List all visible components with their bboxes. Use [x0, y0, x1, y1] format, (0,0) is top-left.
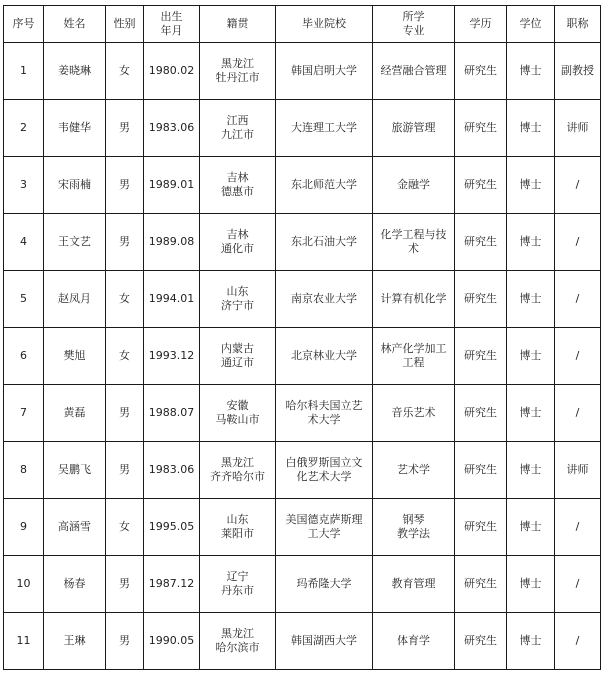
cell-school [276, 613, 373, 670]
cell-school [276, 271, 373, 328]
cell-title: 讲师 [555, 442, 601, 499]
cell-origin [200, 100, 276, 157]
cell-origin-line: 牡丹江市 [215, 71, 260, 84]
cell-name: 高涵雪 [44, 499, 106, 556]
table-row [4, 328, 601, 385]
cell-school-line: 白俄罗斯国立文 [285, 456, 363, 469]
cell-gender: 男 [106, 556, 144, 613]
cell-major-line: 教育管理 [391, 577, 436, 590]
cell-degree: 博士 [507, 556, 555, 613]
cell-school-line: 南京农业大学 [291, 292, 357, 305]
cell-degree: 博士 [507, 214, 555, 271]
cell-no: 8 [4, 442, 44, 499]
cell-origin-line: 哈尔滨市 [215, 641, 260, 654]
cell-education: 研究生 [455, 442, 507, 499]
table-row [4, 556, 601, 613]
cell-no: 9 [4, 499, 44, 556]
cell-major [373, 214, 455, 271]
cell-birth: 1980.02 [144, 43, 200, 100]
cell-title: / [555, 157, 601, 214]
table-row [4, 385, 601, 442]
cell-no: 5 [4, 271, 44, 328]
cell-title: / [555, 271, 601, 328]
header-text: 序号 [12, 17, 35, 30]
header-text: 年月 [160, 24, 183, 37]
cell-birth: 1983.06 [144, 442, 200, 499]
cell-no: 11 [4, 613, 44, 670]
table-row [4, 613, 601, 670]
cell-degree: 博士 [507, 442, 555, 499]
cell-major-line: 金融学 [397, 178, 430, 191]
cell-major [373, 271, 455, 328]
cell-major-line: 音乐艺术 [391, 406, 436, 419]
cell-gender: 女 [106, 43, 144, 100]
cell-origin-line: 九江市 [221, 128, 254, 141]
cell-gender: 男 [106, 157, 144, 214]
cell-major-line: 体育学 [397, 634, 430, 647]
table-row [4, 271, 601, 328]
cell-origin [200, 499, 276, 556]
cell-education: 研究生 [455, 214, 507, 271]
cell-origin [200, 556, 276, 613]
cell-education: 研究生 [455, 328, 507, 385]
cell-origin-line: 黑龙江 [221, 627, 254, 640]
cell-origin [200, 157, 276, 214]
cell-origin-line: 齐齐哈尔市 [210, 470, 265, 483]
header-text: 职称 [566, 17, 589, 30]
cell-gender: 男 [106, 214, 144, 271]
header-text: 姓名 [63, 17, 86, 30]
cell-school-line: 术大学 [307, 413, 341, 426]
cell-origin [200, 214, 276, 271]
cell-origin [200, 43, 276, 100]
table-header [4, 6, 601, 43]
cell-origin-line: 山东 [226, 513, 249, 526]
cell-major-line: 工程 [402, 356, 425, 369]
header-education [455, 6, 507, 43]
cell-major-line: 教学法 [397, 527, 430, 540]
cell-origin [200, 613, 276, 670]
cell-title: / [555, 385, 601, 442]
cell-school-line: 工大学 [307, 527, 341, 540]
cell-degree: 博士 [507, 271, 555, 328]
cell-education: 研究生 [455, 43, 507, 100]
cell-school-line: 大连理工大学 [291, 121, 357, 134]
cell-major-line: 艺术学 [397, 463, 430, 476]
cell-no: 3 [4, 157, 44, 214]
cell-school [276, 328, 373, 385]
header-name [44, 6, 106, 43]
header-text: 所学 [402, 10, 425, 23]
cell-name: 杨春 [44, 556, 106, 613]
cell-major [373, 100, 455, 157]
cell-name: 吴鹏飞 [44, 442, 106, 499]
cell-major [373, 499, 455, 556]
cell-gender: 男 [106, 613, 144, 670]
cell-major-line: 化学工程与技 [380, 228, 447, 241]
cell-major-line: 术 [408, 242, 419, 255]
cell-origin [200, 271, 276, 328]
cell-major [373, 442, 455, 499]
cell-school [276, 499, 373, 556]
cell-school [276, 43, 373, 100]
table-row [4, 43, 601, 100]
cell-gender: 女 [106, 499, 144, 556]
header-text: 毕业院校 [302, 17, 346, 30]
cell-title: / [555, 214, 601, 271]
cell-no: 2 [4, 100, 44, 157]
cell-name: 樊旭 [44, 328, 106, 385]
cell-origin-line: 安徽 [226, 399, 249, 412]
cell-no: 4 [4, 214, 44, 271]
cell-major-line: 旅游管理 [391, 121, 436, 134]
header-text: 出生 [160, 10, 183, 23]
cell-origin-line: 通辽市 [221, 356, 254, 369]
cell-birth: 1994.01 [144, 271, 200, 328]
header-school [276, 6, 373, 43]
staff-table-container [3, 5, 600, 670]
cell-origin-line: 黑龙江 [221, 456, 254, 469]
cell-birth: 1995.05 [144, 499, 200, 556]
header-birth [144, 6, 200, 43]
cell-major-line: 林产化学加工 [380, 342, 447, 355]
cell-degree: 博士 [507, 499, 555, 556]
cell-school-line: 哈尔科夫国立艺 [285, 399, 363, 412]
cell-origin-line: 马鞍山市 [215, 413, 260, 426]
cell-gender: 男 [106, 100, 144, 157]
staff-table [3, 5, 601, 670]
cell-school-line: 韩国湖西大学 [291, 634, 357, 647]
cell-major-line: 经营融合管理 [380, 64, 447, 77]
table-row [4, 100, 601, 157]
cell-origin [200, 385, 276, 442]
cell-birth: 1988.07 [144, 385, 200, 442]
cell-origin-line: 江西 [226, 114, 249, 127]
header-text: 籍贯 [226, 17, 249, 30]
cell-education: 研究生 [455, 100, 507, 157]
cell-birth: 1989.08 [144, 214, 200, 271]
cell-origin-line: 内蒙古 [221, 342, 254, 355]
cell-origin [200, 442, 276, 499]
cell-origin-line: 莱阳市 [221, 527, 254, 540]
cell-degree: 博士 [507, 43, 555, 100]
cell-no: 7 [4, 385, 44, 442]
cell-school [276, 214, 373, 271]
cell-school [276, 442, 373, 499]
cell-degree: 博士 [507, 385, 555, 442]
cell-title: / [555, 613, 601, 670]
cell-major [373, 385, 455, 442]
cell-name: 韦健华 [44, 100, 106, 157]
cell-title: / [555, 556, 601, 613]
cell-origin-line: 通化市 [221, 242, 254, 255]
cell-school-line: 美国德克萨斯理 [285, 513, 363, 526]
header-text: 专业 [402, 24, 425, 37]
cell-major [373, 613, 455, 670]
cell-gender: 男 [106, 442, 144, 499]
cell-name: 王琳 [44, 613, 106, 670]
table-row [4, 157, 601, 214]
header-text: 学位 [519, 17, 542, 30]
cell-education: 研究生 [455, 613, 507, 670]
cell-school-line: 北京林业大学 [291, 349, 357, 362]
cell-origin-line: 吉林 [226, 228, 249, 241]
header-row [4, 6, 601, 43]
cell-major-line: 计算有机化学 [380, 292, 447, 305]
cell-name: 赵凤月 [44, 271, 106, 328]
table-row [4, 442, 601, 499]
cell-birth: 1987.12 [144, 556, 200, 613]
table-row [4, 214, 601, 271]
cell-name: 黄磊 [44, 385, 106, 442]
cell-no: 10 [4, 556, 44, 613]
cell-origin-line: 辽宁 [226, 570, 249, 583]
cell-school-line: 东北师范大学 [291, 178, 357, 191]
cell-school [276, 157, 373, 214]
cell-gender: 男 [106, 385, 144, 442]
cell-origin-line: 丹东市 [221, 584, 254, 597]
cell-major [373, 157, 455, 214]
cell-school-line: 玛希隆大学 [296, 577, 352, 590]
cell-origin-line: 黑龙江 [221, 57, 254, 70]
cell-major-line: 钢琴 [402, 513, 425, 526]
cell-origin-line: 山东 [226, 285, 249, 298]
cell-gender: 女 [106, 271, 144, 328]
cell-origin-line: 济宁市 [221, 299, 254, 312]
cell-school [276, 556, 373, 613]
cell-title: / [555, 499, 601, 556]
header-no [4, 6, 44, 43]
cell-birth: 1993.12 [144, 328, 200, 385]
cell-school [276, 100, 373, 157]
cell-title: / [555, 328, 601, 385]
cell-education: 研究生 [455, 556, 507, 613]
header-major [373, 6, 455, 43]
cell-education: 研究生 [455, 499, 507, 556]
cell-degree: 博士 [507, 157, 555, 214]
cell-education: 研究生 [455, 157, 507, 214]
cell-degree: 博士 [507, 328, 555, 385]
cell-name: 宋雨楠 [44, 157, 106, 214]
cell-no: 6 [4, 328, 44, 385]
cell-education: 研究生 [455, 385, 507, 442]
header-text: 学历 [469, 17, 492, 30]
header-origin [200, 6, 276, 43]
cell-birth: 1990.05 [144, 613, 200, 670]
cell-birth: 1983.06 [144, 100, 200, 157]
cell-major [373, 556, 455, 613]
cell-school-line: 韩国启明大学 [291, 64, 357, 77]
cell-school-line: 东北石油大学 [291, 235, 357, 248]
cell-school-line: 化艺术大学 [296, 470, 352, 483]
header-title [555, 6, 601, 43]
cell-major [373, 328, 455, 385]
cell-origin-line: 德惠市 [221, 185, 254, 198]
cell-title: 副教授 [555, 43, 601, 100]
cell-gender: 女 [106, 328, 144, 385]
header-text: 性别 [113, 17, 136, 30]
cell-no: 1 [4, 43, 44, 100]
cell-school [276, 385, 373, 442]
cell-degree: 博士 [507, 613, 555, 670]
header-degree [507, 6, 555, 43]
table-body [4, 43, 601, 670]
cell-birth: 1989.01 [144, 157, 200, 214]
header-gender [106, 6, 144, 43]
cell-name: 王文艺 [44, 214, 106, 271]
cell-name: 姜晓琳 [44, 43, 106, 100]
cell-origin [200, 328, 276, 385]
cell-education: 研究生 [455, 271, 507, 328]
table-row [4, 499, 601, 556]
cell-title: 讲师 [555, 100, 601, 157]
cell-degree: 博士 [507, 100, 555, 157]
cell-major [373, 43, 455, 100]
cell-origin-line: 吉林 [226, 171, 249, 184]
